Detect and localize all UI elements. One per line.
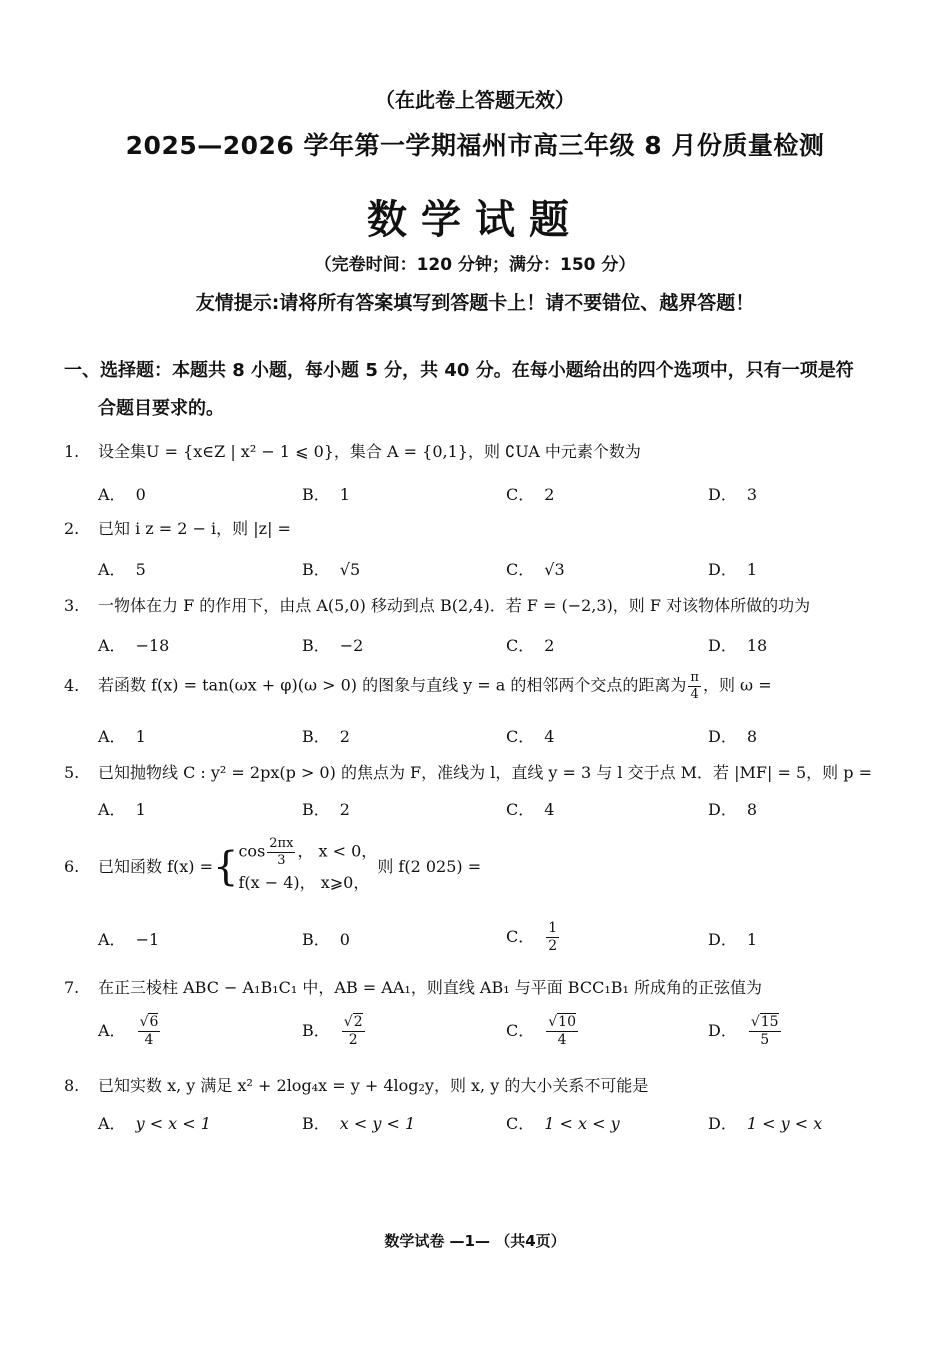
option-c: C． $\frac{√10}{4}$ [506,1014,576,1048]
question-3 [64,594,904,618]
notice: （在此卷上答题无效） [375,88,575,112]
option-b: B． −2 [302,636,364,655]
case-1: cos $\frac{2\pi x}{3}$ ， x < 0， [238,836,378,868]
question-6 [64,836,904,898]
question-number: 6. [64,857,80,877]
option-a: A． 1 [98,800,146,819]
question-stem: 若函数 f(x) = tan(ωx + φ)(ω > 0) 的图象与直线 y = a 的相邻两个交点的距离为 [98,675,687,695]
option-c: C． 4 [506,727,555,746]
option-a: A． 5 [98,560,146,579]
question-stem: 在正三棱柱 ABC − A₁B₁C₁ 中，AB = AA₁，则直线 AB₁ 与平面 BCC₁B₁ 所成角的正弦值为 [98,978,763,997]
option-b: B． 2 [302,727,350,746]
section-line-2: 合题目要求的。 [98,398,224,419]
question-1 [64,440,904,464]
piecewise-cases [238,836,377,898]
question-stem: 已知 i z = 2 − i，则 |z| = [98,519,291,538]
question-stem-end: ，则 ω = [702,675,772,695]
option-c: C． $\frac{1}{2}$ [506,920,558,954]
option-b: B． $\frac{√2}{2}$ [302,1014,363,1048]
option-c: C． 1 < x < y [506,1114,620,1133]
question-number: 7. [64,978,80,997]
option-d: D． 1 [708,930,758,949]
page-footer: 数学试卷 —1— （共4页） [384,1232,566,1250]
question-number: 4. [64,675,80,695]
question-number: 8. [64,1076,80,1095]
answer-tip: 友情提示:请将所有答案填写到答题卡上！请不要错位、越界答题！ [195,292,755,314]
option-a: A． −1 [98,930,160,949]
question-number: 1. [64,442,80,461]
question-2 [64,517,904,541]
exam-title: 2025—2026 学年第一学期福州市高三年级 8 月份质量检测 [125,131,825,160]
question-7 [64,976,904,1000]
option-a: A． −18 [98,636,170,655]
question-number: 2. [64,519,80,538]
question-stem: 设全集U = {x∈Z | x² − 1 ⩽ 0}，集合 A = {0,1}，则 ∁UA 中元素个数为 [98,442,641,461]
question-number: 5. [64,763,80,782]
case-2: f(x − 4)， x⩾0， [238,873,370,893]
option-d: D． $\frac{√15}{5}$ [708,1014,779,1048]
option-d: D． 3 [708,485,758,504]
option-a: A． $\frac{√6}{4}$ [98,1014,159,1048]
subject-title: 数学试题 [367,197,583,243]
question-number: 3. [64,596,80,615]
option-b: B． √5 [302,560,361,579]
option-d: D． 1 < y < x [708,1114,823,1133]
question-5 [64,761,904,785]
option-b: B． x < y < 1 [302,1114,416,1133]
option-d: D． 8 [708,727,758,746]
option-c: C． 4 [506,800,555,819]
section-line-1: 一、选择题：本题共 8 小题，每小题 5 分，共 40 分。在每小题给出的四个选项中，只有一项是符 [64,360,854,381]
option-d: D． 18 [708,636,768,655]
option-b: B． 1 [302,485,350,504]
option-c: C． √3 [506,560,565,579]
option-a: A． y < x < 1 [98,1114,211,1133]
question-8 [64,1074,904,1098]
question-stem: 一物体在力 F 的作用下，由点 A(5,0) 移动到点 B(2,4)．若 F = (−2,3)，则 F 对该物体所做的功为 [98,596,811,615]
section-heading [64,352,904,428]
question-stem: 已知函数 f(x) = [98,857,214,877]
option-c: C． 2 [506,485,555,504]
brace: { [213,844,239,891]
option-c: C． 2 [506,636,555,655]
time-info: （完卷时间：120 分钟；满分：150 分） [314,255,636,275]
option-b: B． 0 [302,930,350,949]
option-b: B． 2 [302,800,350,819]
option-a: A． 1 [98,727,146,746]
option-d: D． 8 [708,800,758,819]
option-a: A． 0 [98,485,146,504]
question-stem: 已知实数 x, y 满足 x² + 2log₄x = y + 4log₂y，则 x, y 的大小关系不可能是 [98,1076,649,1095]
option-d: D． 1 [708,560,758,579]
question-stem-end: 则 f(2 025) = [377,857,482,877]
question-4 [64,670,904,702]
question-stem: 已知抛物线 C : y² = 2px(p > 0) 的焦点为 F，准线为 l，直线 y = 3 与 l 交于点 M．若 |MF| = 5，则 p = [98,763,872,782]
fraction: $\frac{\pi}{4}$ [690,670,699,702]
